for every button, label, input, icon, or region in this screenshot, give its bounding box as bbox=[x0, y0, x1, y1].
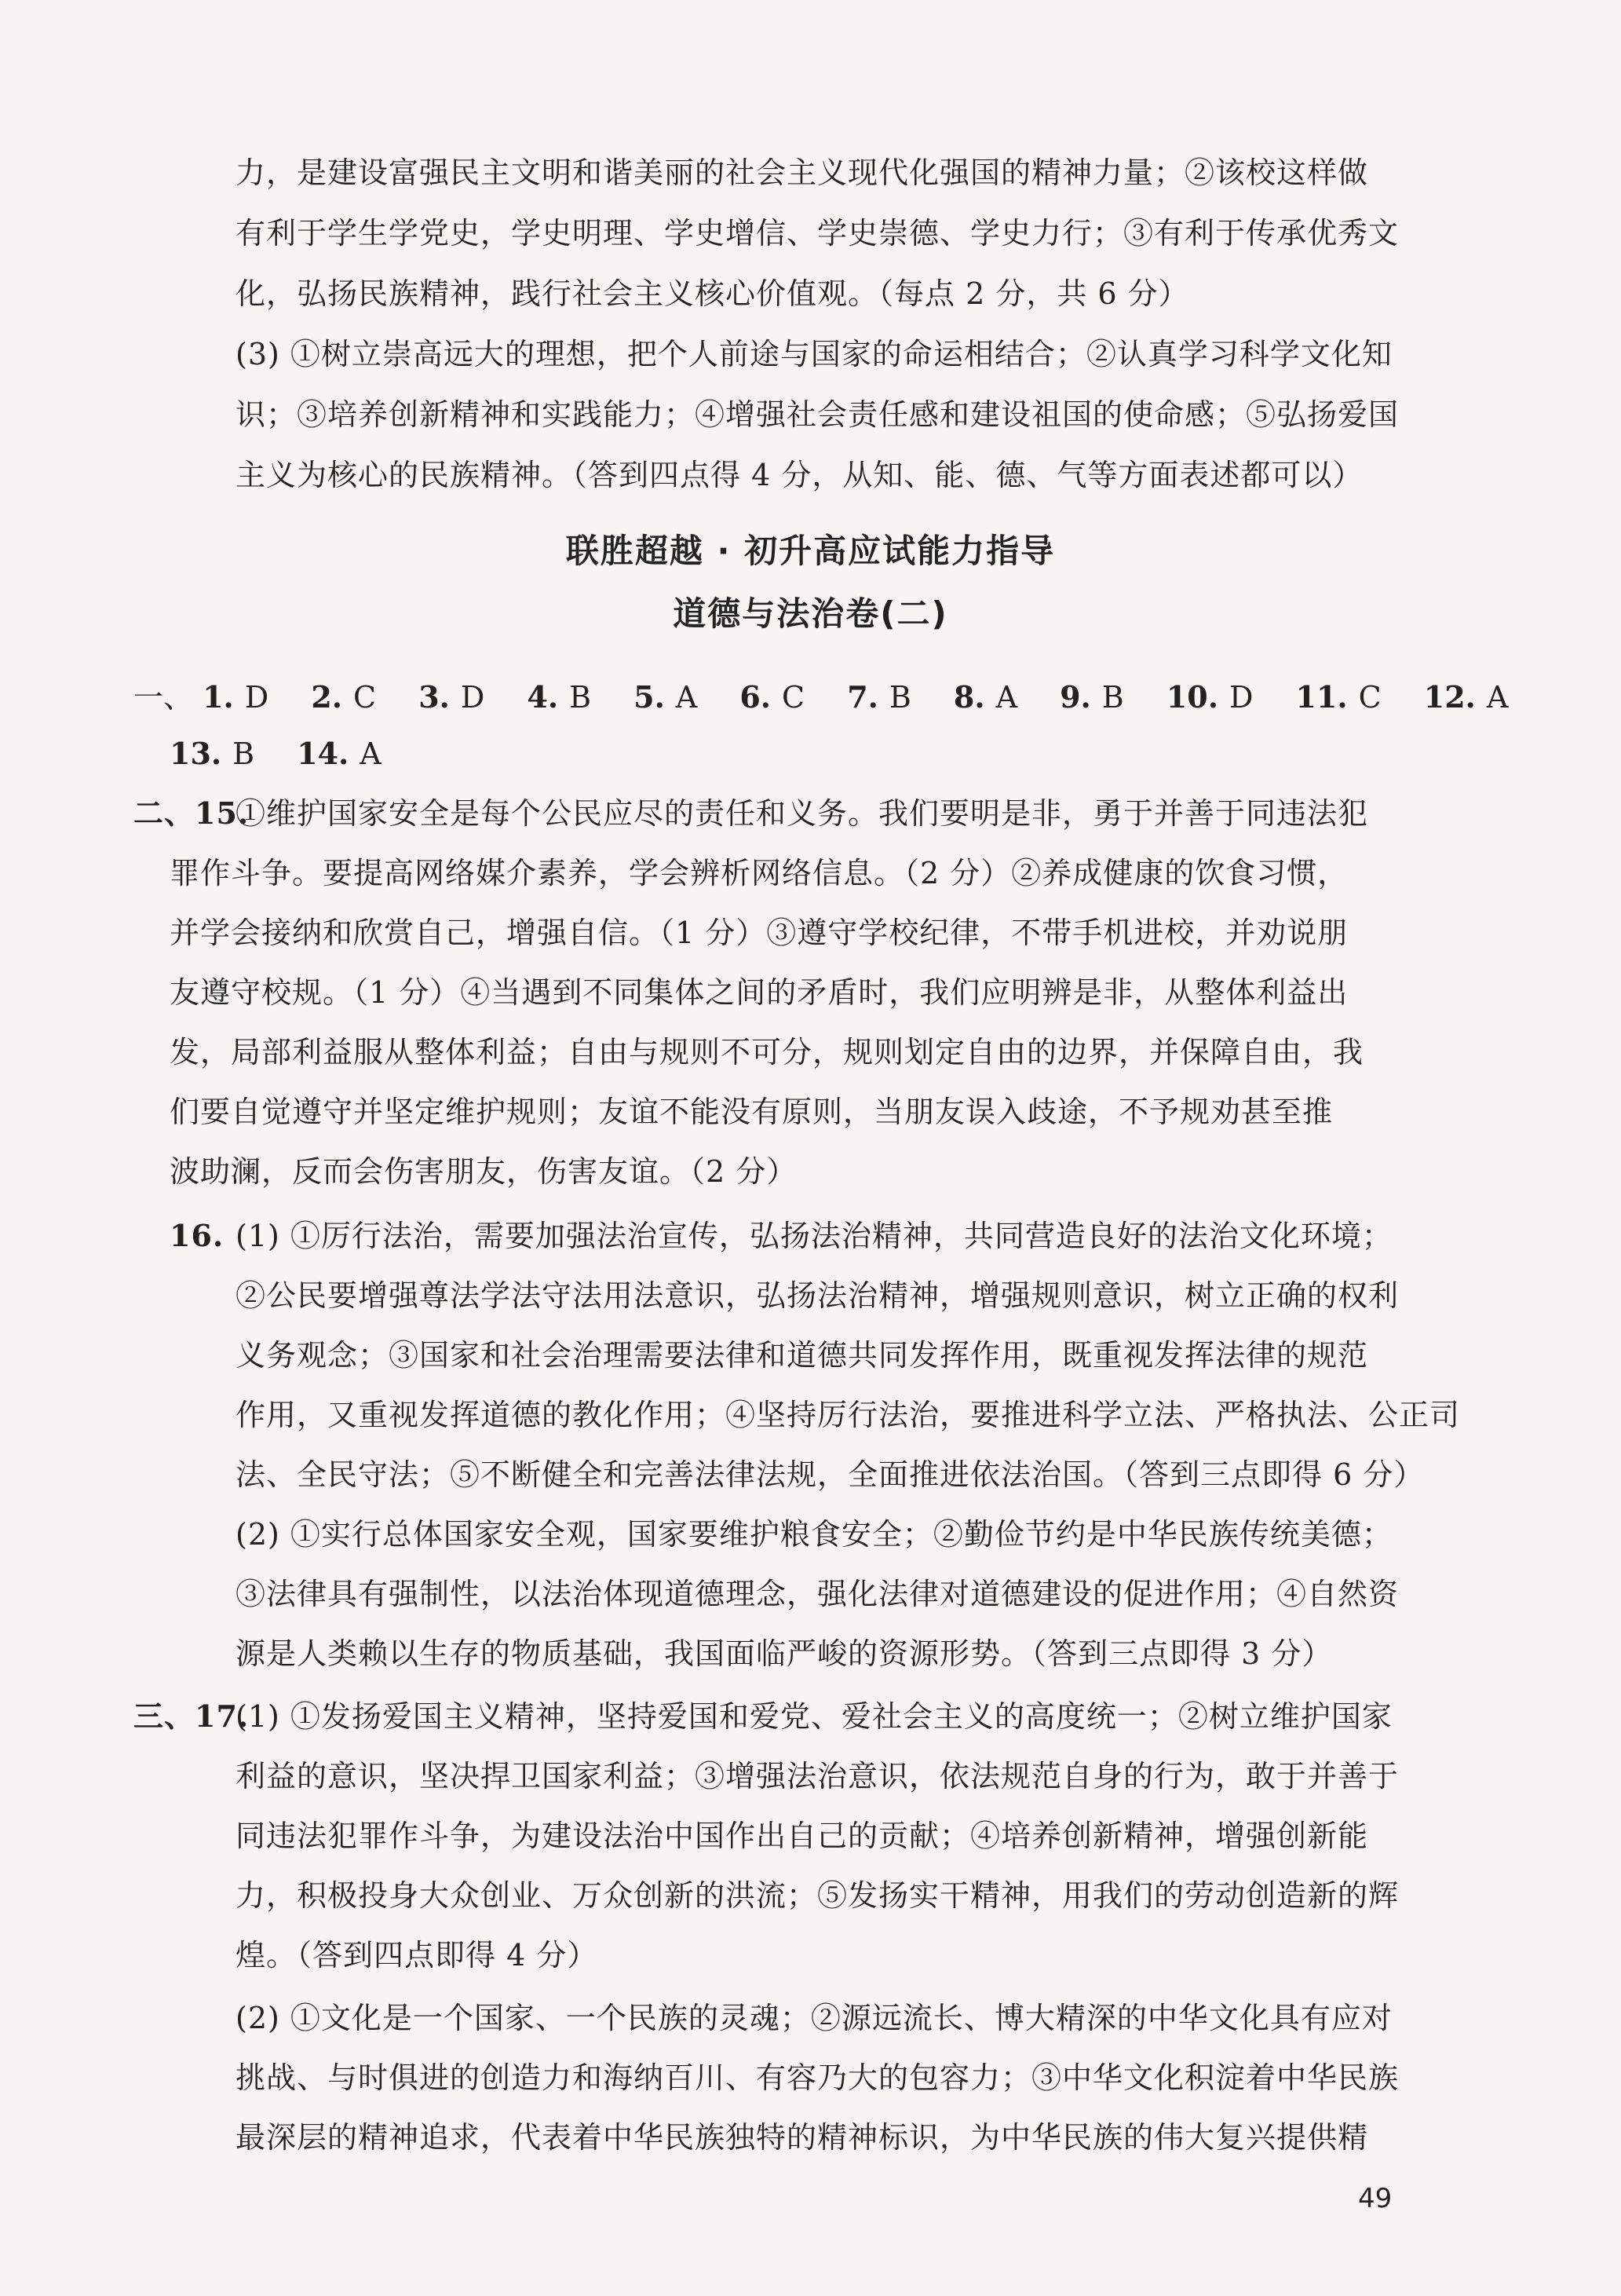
text-line: 友遵守校规。（1 分）④当遇到不同集体之间的矛盾时，我们应明辨是非，从整体利益出 bbox=[170, 975, 1349, 1010]
text-line: ①维护国家安全是每个公民应尽的责任和义务。我们要明是非，勇于并善于同违法犯 bbox=[235, 796, 1369, 831]
question-number: 16. bbox=[170, 1218, 225, 1253]
mcq-row bbox=[133, 674, 1541, 721]
text-line: (1) ①发扬爱国主义精神，坚持爱国和爱党、爱社会主义的高度统一；②树立维护国家 bbox=[235, 1699, 1393, 1734]
mcq-item: 13. B bbox=[170, 736, 255, 771]
text-line: (2) ①实行总体国家安全观，国家要维护粮食安全；②勤俭节约是中华民族传统美德； bbox=[235, 1517, 1393, 1552]
text-line: 利益的意识，坚决捍卫国家利益；③增强法治意识，依法规范自身的行为，敢于并善于 bbox=[235, 1759, 1400, 1793]
text-line: 同违法犯罪作斗争，为建设法治中国作出自己的贡献；④培养创新精神，增强创新能 bbox=[235, 1819, 1369, 1853]
text-line: ③法律具有强制性，以法治体现道德理念，强化法律对道德建设的促进作用；④自然资 bbox=[235, 1577, 1400, 1611]
text-line: 力，是建设富强民主文明和谐美丽的社会主义现代化强国的精神力量；②该校这样做 bbox=[235, 155, 1369, 190]
text-line: 波助澜，反而会伤害朋友，伤害友谊。（2 分） bbox=[170, 1154, 798, 1189]
text-line: (3) ①树立崇高远大的理想，把个人前途与国家的命运相结合；②认真学习科学文化知 bbox=[235, 337, 1393, 371]
text-line: 化，弘扬民族精神，践行社会主义核心价值观。（每点 2 分，共 6 分） bbox=[235, 276, 1189, 311]
text-line: 识；③培养创新精神和实践能力；④增强社会责任感和建设祖国的使命感；⑤弘扬爱国 bbox=[235, 397, 1400, 432]
text-line: 力，积极投身大众创业、万众创新的洪流；⑤发扬实干精神，用我们的劳动创造新的辉 bbox=[235, 1878, 1400, 1913]
mcq-item: 7. B bbox=[847, 679, 911, 715]
text-line: 罪作斗争。要提高网络媒介素养，学会辨析网络信息。（2 分）②养成健康的饮食习惯， bbox=[170, 856, 1349, 890]
text-line: 最深层的精神追求，代表着中华民族独特的精神标识，为中华民族的伟大复兴提供精 bbox=[235, 2120, 1369, 2155]
text-line: 挑战、与时俱进的创造力和海纳百川、有容乃大的包容力；③中华文化积淀着中华民族 bbox=[235, 2060, 1400, 2095]
mcq-item: 9. B bbox=[1060, 679, 1124, 715]
mcq-item: 10. D bbox=[1166, 679, 1254, 715]
text-line: (2) ①文化是一个国家、一个民族的灵魂；②源远流长、博大精深的中华文化具有应对 bbox=[235, 2001, 1393, 2035]
mcq-item: 8. A bbox=[953, 679, 1018, 715]
text-line: 并学会接纳和欣赏自己，增强自信。（1 分）③遵守学校纪律，不带手机进校，并劝说朋 bbox=[170, 916, 1349, 950]
mcq-row bbox=[170, 730, 414, 777]
text-line: 法、全民守法；⑤不断健全和完善法律法规，全面推进依法治国。（答到三点即得 6 分） bbox=[235, 1457, 1425, 1492]
text-line: 煌。（答到四点即得 4 分） bbox=[235, 1938, 598, 1972]
paper-title: 道德与法治卷(二) bbox=[673, 594, 948, 633]
mcq-item: 12. A bbox=[1423, 679, 1509, 715]
page-number: 49 bbox=[1358, 2183, 1393, 2214]
text-line: 作用，又重视发挥道德的教化作用；④坚持厉行法治，要推进科学立法、严格执法、公正司 bbox=[235, 1398, 1461, 1432]
mcq-item: 14. A bbox=[297, 736, 382, 771]
mcq-item: 2. C bbox=[311, 679, 377, 715]
mcq-item: 11. C bbox=[1295, 679, 1382, 715]
mcq-item: 3. D bbox=[418, 679, 485, 715]
text-line: (1) ①厉行法治，需要加强法治宣传，弘扬法治精神，共同营造良好的法治文化环境； bbox=[235, 1219, 1393, 1253]
section-title: 联胜超越 · 初升高应试能力指导 bbox=[565, 532, 1056, 570]
question-number: 三、17. bbox=[133, 1698, 250, 1734]
text-line: 发，局部利益服从整体利益；自由与规则不可分，规则划定自由的边界，并保障自由，我 bbox=[170, 1035, 1364, 1069]
mcq-item: 6. C bbox=[739, 679, 805, 715]
section-label: 一、 bbox=[133, 680, 194, 715]
text-line: 源是人类赖以生存的物质基础，我国面临严峻的资源形势。（答到三点即得 3 分） bbox=[235, 1636, 1333, 1671]
text-line: 们要自觉遵守并坚定维护规则；友谊不能没有原则，当朋友误入歧途，不予规劝甚至推 bbox=[170, 1095, 1334, 1129]
mcq-item: 5. A bbox=[633, 679, 698, 715]
question-number: 二、15. bbox=[133, 795, 250, 831]
text-line: 有利于学生学党史，学史明理、学史增信、学史崇德、学史力行；③有利于传承优秀文 bbox=[235, 216, 1400, 250]
text-line: 主义为核心的民族精神。（答到四点得 4 分，从知、能、德、气等方面表述都可以） bbox=[235, 458, 1364, 492]
mcq-item: 1. D bbox=[203, 679, 269, 715]
text-line: 义务观念；③国家和社会治理需要法律和道德共同发挥作用，既重视发挥法律的规范 bbox=[235, 1338, 1369, 1373]
text-line: ②公民要增强尊法学法守法用法意识，弘扬法治精神，增强规则意识，树立正确的权利 bbox=[235, 1278, 1400, 1313]
mcq-item: 4. B bbox=[527, 679, 592, 715]
